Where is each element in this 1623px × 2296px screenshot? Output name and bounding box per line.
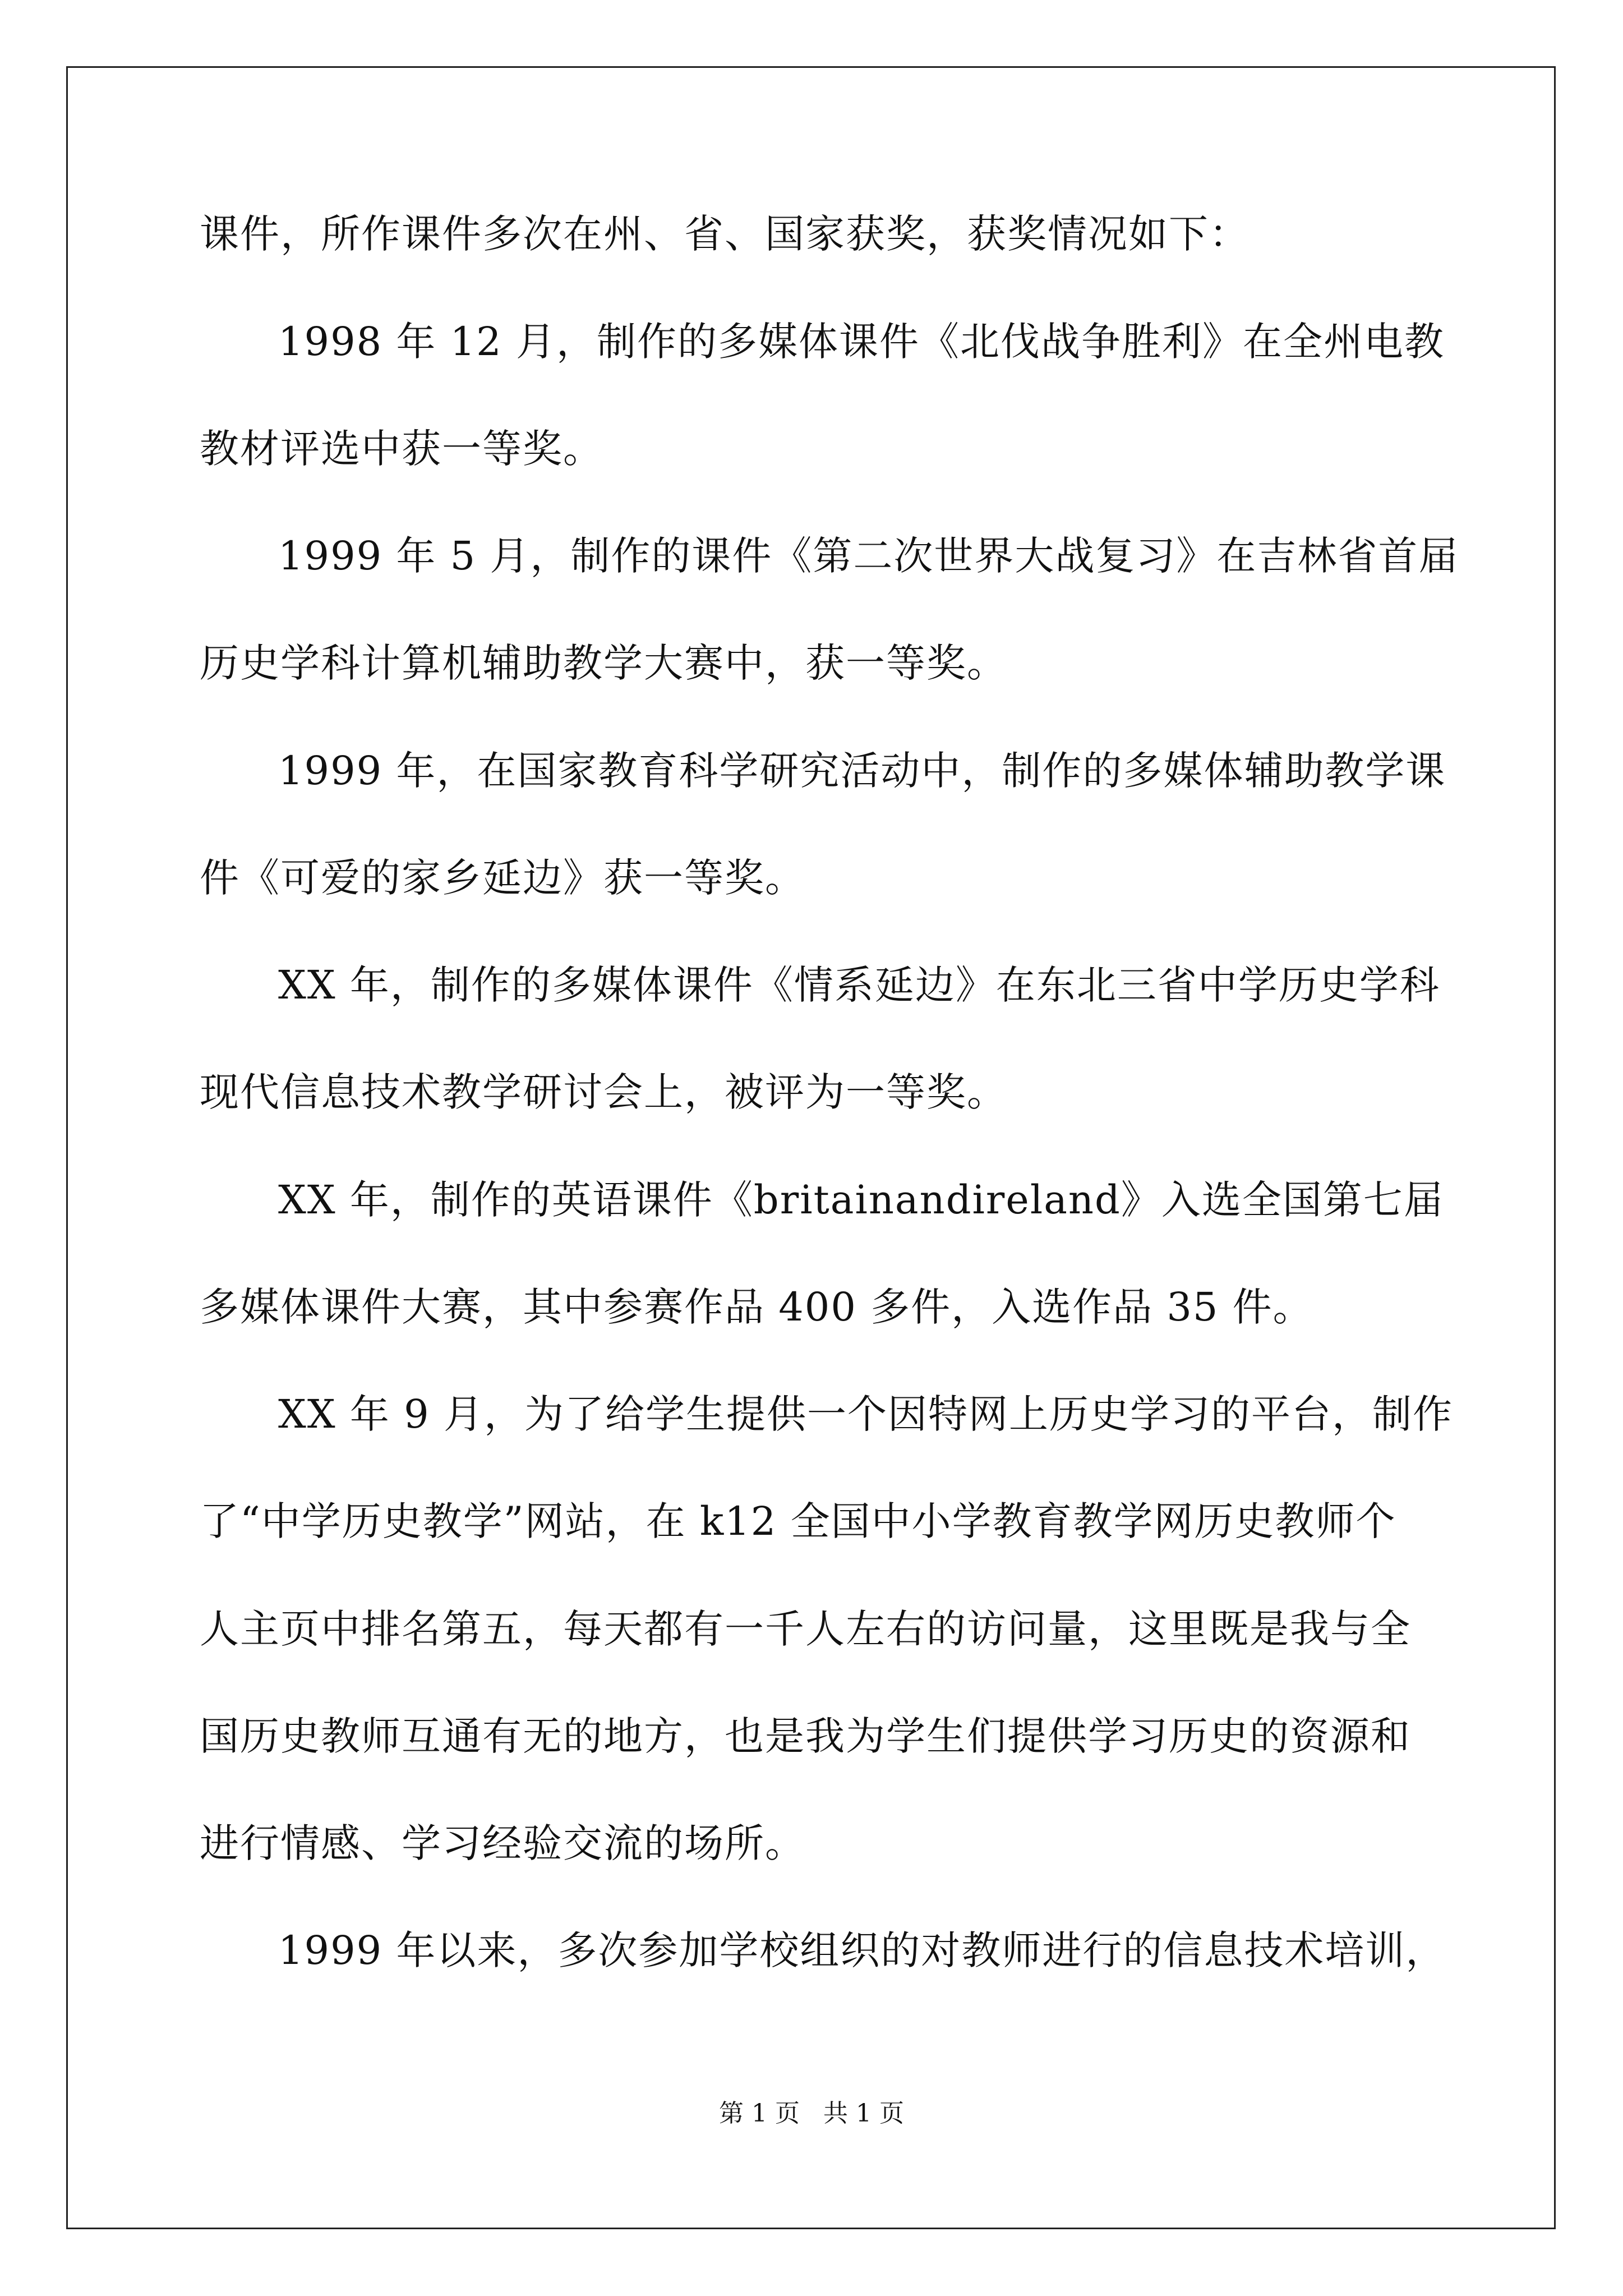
text-line: 人主页中排名第五，每天都有一千人左右的访问量，这里既是我与全 xyxy=(200,1606,1411,1652)
text-line: 课件，所作课件多次在州、省、国家获奖，获奖情况如下： xyxy=(200,211,1249,257)
text-line: 了“中学历史教学”网站，在 k12 全国中小学教育教学网历史教师个 xyxy=(200,1498,1396,1544)
text-line: 多媒体课件大赛，其中参赛作品 400 多件，入选作品 35 件。 xyxy=(200,1284,1313,1330)
text-line: XX 年，制作的多媒体课件《情系延边》在东北三省中学历史学科 xyxy=(278,962,1440,1008)
text-line: 现代信息技术教学研讨会上，被评为一等奖。 xyxy=(200,1069,1007,1115)
text-line: 1998 年 12 月，制作的多媒体课件《北伐战争胜利》在全州电教 xyxy=(278,319,1445,365)
text-line: 历史学科计算机辅助教学大赛中，获一等奖。 xyxy=(200,640,1007,686)
text-line: 件《可爱的家乡延边》获一等奖。 xyxy=(200,855,805,901)
text-line: 1999 年 5 月，制作的课件《第二次世界大战复习》在吉林省首届 xyxy=(278,533,1459,579)
text-line: 进行情感、学习经验交流的场所。 xyxy=(200,1820,805,1866)
text-line: 教材评选中获一等奖。 xyxy=(200,426,603,472)
page-number-footer: 第 1 页 共 1 页 xyxy=(719,2099,904,2128)
text-line: 1999 年以来，多次参加学校组织的对教师进行的信息技术培训， xyxy=(278,1927,1446,1973)
text-line: XX 年，制作的英语课件《britainandireland》入选全国第七届 xyxy=(278,1177,1444,1223)
text-line: 1999 年，在国家教育科学研究活动中，制作的多媒体辅助教学课 xyxy=(278,748,1446,794)
page-border xyxy=(66,66,1556,2229)
text-line: 国历史教师互通有无的地方，也是我为学生们提供学习历史的资源和 xyxy=(200,1713,1411,1759)
text-line: XX 年 9 月，为了给学生提供一个因特网上历史学习的平台，制作 xyxy=(278,1391,1453,1437)
